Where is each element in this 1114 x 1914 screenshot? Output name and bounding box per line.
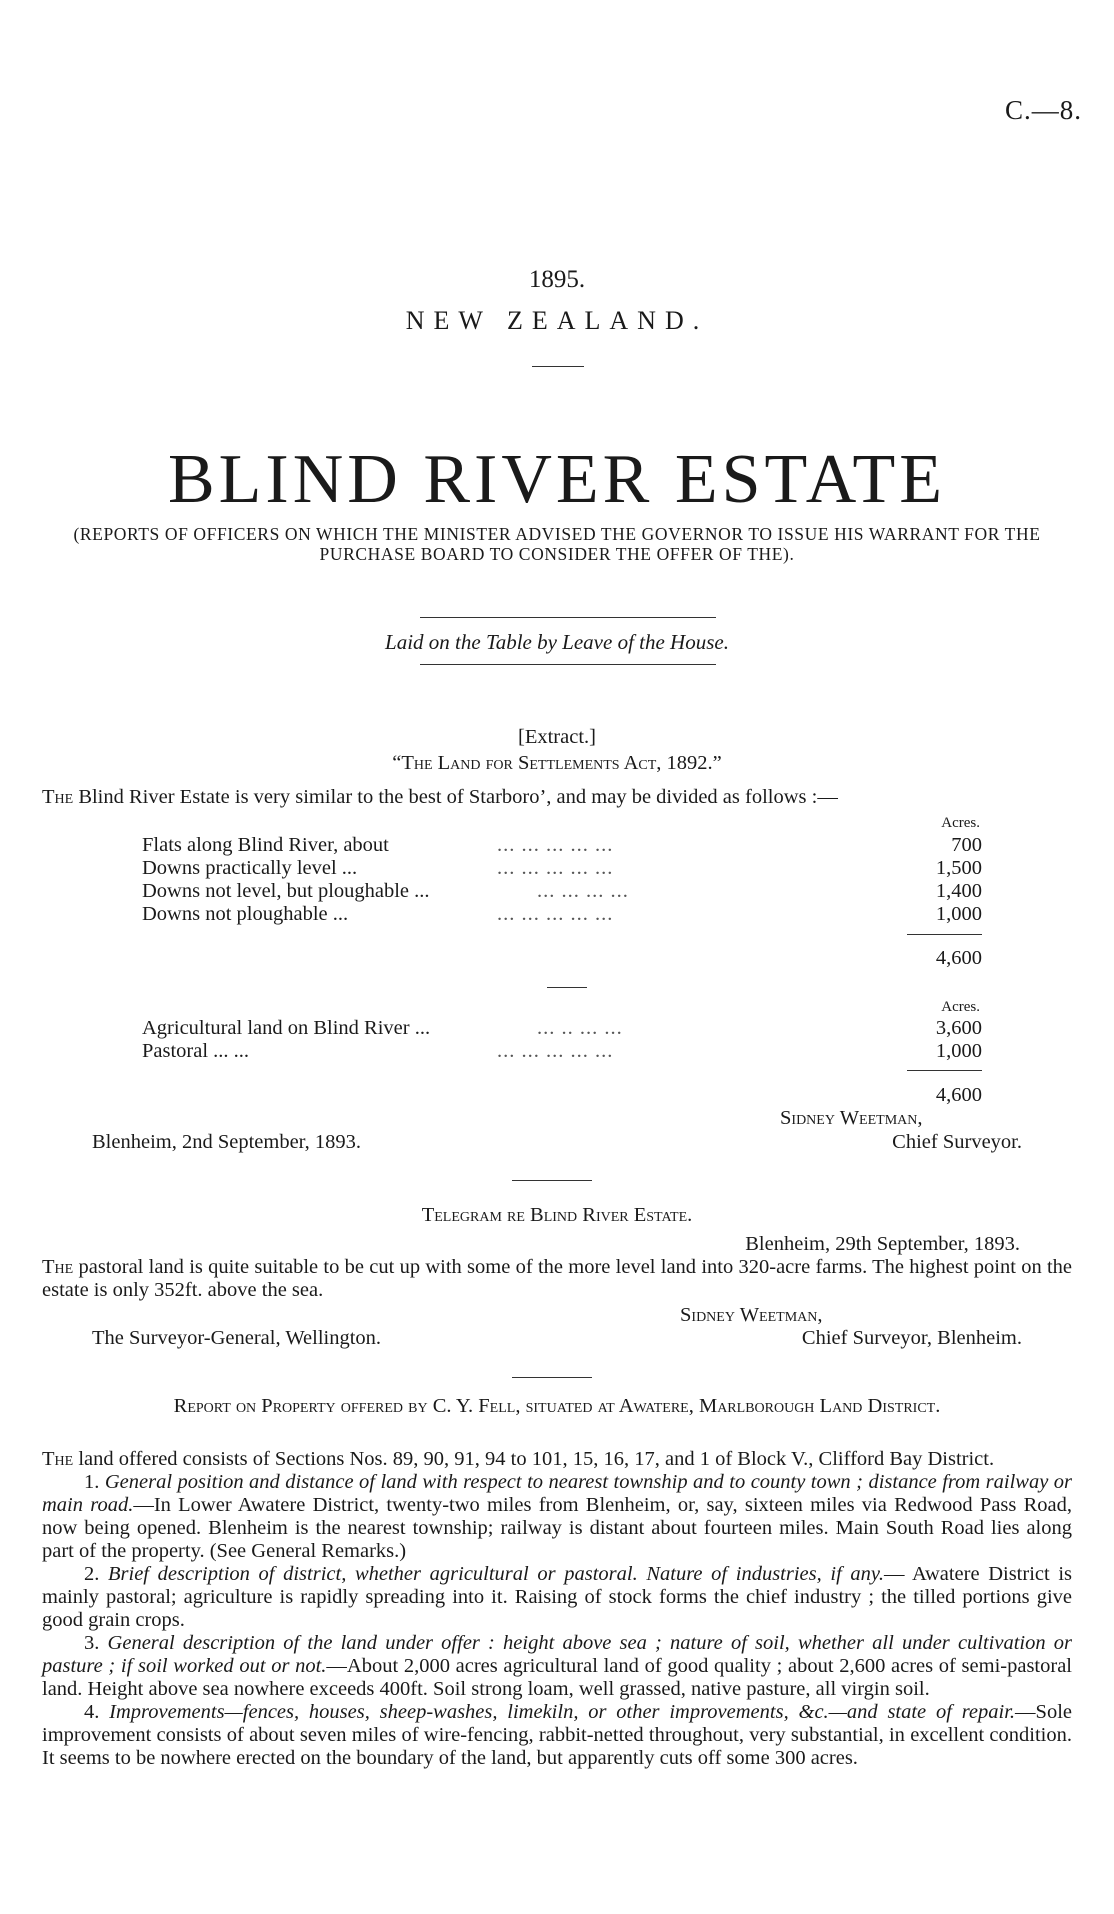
leader-dots: ... ... ... ... ...: [497, 903, 614, 925]
item-answer: — Awatere District is mainly pastoral; agriculture is rapidly spreading into it. Raising of stock forms the chief industry ; the tilled portions give good grain crops.: [42, 1563, 1073, 1631]
leader-dots: ... .. ... ...: [537, 1017, 623, 1039]
row-label: Downs not level, but ploughable ...: [142, 880, 430, 902]
leader-dots: ... ... ... ... ...: [497, 857, 614, 879]
leader-dots: ... ... ... ... ...: [497, 1040, 614, 1062]
telegram-signer: Sidney Weetman,: [680, 1304, 823, 1326]
laid-on-table-note: Laid on the Table by Leave of the House.: [385, 630, 729, 654]
act-title: “The Land for Settlements Act, 1892.”: [392, 752, 722, 774]
item-question: Brief description of district, whether agricultural or pastoral. Nature of industries, if any.: [108, 1563, 885, 1585]
place-date: Blenheim, 2nd September, 1893.: [92, 1131, 362, 1153]
row-value: 1,000: [935, 903, 982, 925]
item-number: 4.: [84, 1701, 100, 1723]
total-value: 4,600: [935, 947, 982, 969]
sum-rule: [907, 1070, 982, 1071]
item-question: General description of the land under offer : height above sea ; nature of soil, whether all under cultivation or pasture ; if soil worked out or not.: [42, 1632, 1073, 1677]
report-heading: Report on Property offered by C. Y. Fell, situated at Awatere, Marlborough Land District.: [173, 1395, 941, 1417]
divider: [512, 1377, 592, 1378]
row-value: 1,000: [935, 1040, 982, 1062]
row-label: Downs not ploughable ...: [142, 903, 349, 925]
intro-lead: The: [42, 1448, 74, 1470]
row-value: 1,400: [935, 880, 982, 902]
leader-dots: ... ... ... ... ...: [497, 834, 614, 856]
acres-header: Acres.: [941, 999, 980, 1015]
telegram-date: Blenheim, 29th September, 1893.: [745, 1233, 1020, 1255]
divider: [420, 664, 716, 665]
signer-name: Sidney Weetman,: [780, 1107, 923, 1129]
report-item: [42, 1563, 1072, 1632]
page-title: BLIND RIVER ESTATE: [167, 441, 946, 518]
report-item: [42, 1701, 1072, 1770]
telegram-addressee: The Surveyor-General, Wellington.: [92, 1327, 382, 1349]
report-intro: [42, 1448, 1072, 1471]
extract-intro: [42, 786, 1072, 809]
country: NEW ZEALAND.: [405, 306, 709, 335]
row-value: 700: [951, 834, 982, 856]
intro-text: land offered consists of Sections Nos. 89, 90, 91, 94 to 101, 15, 16, 17, and 1 of Block V., Clifford Bay District.: [78, 1448, 995, 1470]
divider: [547, 987, 587, 988]
telegram-heading: Telegram re Blind River Estate.: [421, 1204, 693, 1226]
divider: [512, 1180, 592, 1181]
row-value: 1,500: [935, 857, 982, 879]
row-label: Downs practically level ...: [142, 857, 358, 879]
report-body: [42, 1448, 1072, 1770]
leader-dots: ... ... ... ...: [537, 880, 629, 902]
acres-header: Acres.: [941, 815, 980, 831]
extract-label: [Extract.]: [518, 726, 596, 748]
document-reference: C.—8.: [1004, 95, 1082, 125]
page-subtitle: (REPORTS OF OFFICERS ON WHICH THE MINISTER ADVISED THE GOVERNOR TO ISSUE HIS WARRANT FOR THE PURCHASE BOARD TO CONSIDER THE OFFER OF THE).: [73, 524, 1041, 564]
item-number: 2.: [84, 1563, 100, 1585]
item-question: General position and distance of land with respect to nearest township and to county town ; distance from railway or main road.: [42, 1471, 1073, 1516]
total-value: 4,600: [935, 1084, 982, 1106]
report-item: [42, 1471, 1072, 1563]
row-label: Pastoral ... ...: [142, 1040, 250, 1062]
telegram-signer-title: Chief Surveyor, Blenheim.: [801, 1327, 1022, 1349]
item-answer: —About 2,000 acres agricultural land of good quality ; about 2,600 acres of semi-pastoral land. Height above sea nowhere exceeds 400ft. Soil strong loam, well grassed, native pasture, all virgin soil.: [42, 1655, 1072, 1700]
item-answer: —Sole improvement consists of about seven miles of wire-fencing, rabbit-netted throughout, very substantial, in excellent condition. It seems to be nowhere erected on the boundary of the land, but apparently cuts off some 300 acres.: [42, 1701, 1072, 1769]
telegram-body: [42, 1256, 1072, 1302]
year: 1895.: [528, 266, 586, 293]
divider: [420, 617, 716, 618]
report-item: [42, 1632, 1072, 1701]
item-answer: —In Lower Awatere District, twenty-two miles from Blenheim, or, say, sixteen miles via Redwood Pass Road, now being opened. Blenheim is the nearest township; railway is distant about fourteen miles. Main South Road lies along part of the property. (See General Remarks.): [42, 1494, 1073, 1562]
row-value: 3,600: [935, 1017, 982, 1039]
item-question: Improvements—fences, houses, sheep-washes, limekiln, or other improvements, &c.—and state of repair.: [109, 1701, 1016, 1723]
item-number: 3.: [84, 1632, 100, 1654]
row-label: Flats along Blind River, about: [142, 834, 389, 856]
divider: [532, 366, 584, 367]
row-label: Agricultural land on Blind River ...: [142, 1017, 431, 1039]
body-lead: The: [42, 1256, 74, 1278]
item-number: 1.: [84, 1471, 100, 1493]
signer-title: Chief Surveyor.: [892, 1131, 1022, 1153]
sum-rule: [907, 934, 982, 935]
body-text: pastoral land is quite suitable to be cut up with some of the more level land into 320-acre farms. The highest point on the estate is only 352ft. above the sea.: [42, 1256, 1073, 1301]
intro-lead: The: [42, 786, 74, 808]
intro-text: Blind River Estate is very similar to the best of Starboro’, and may be divided as follows :—: [78, 786, 838, 808]
